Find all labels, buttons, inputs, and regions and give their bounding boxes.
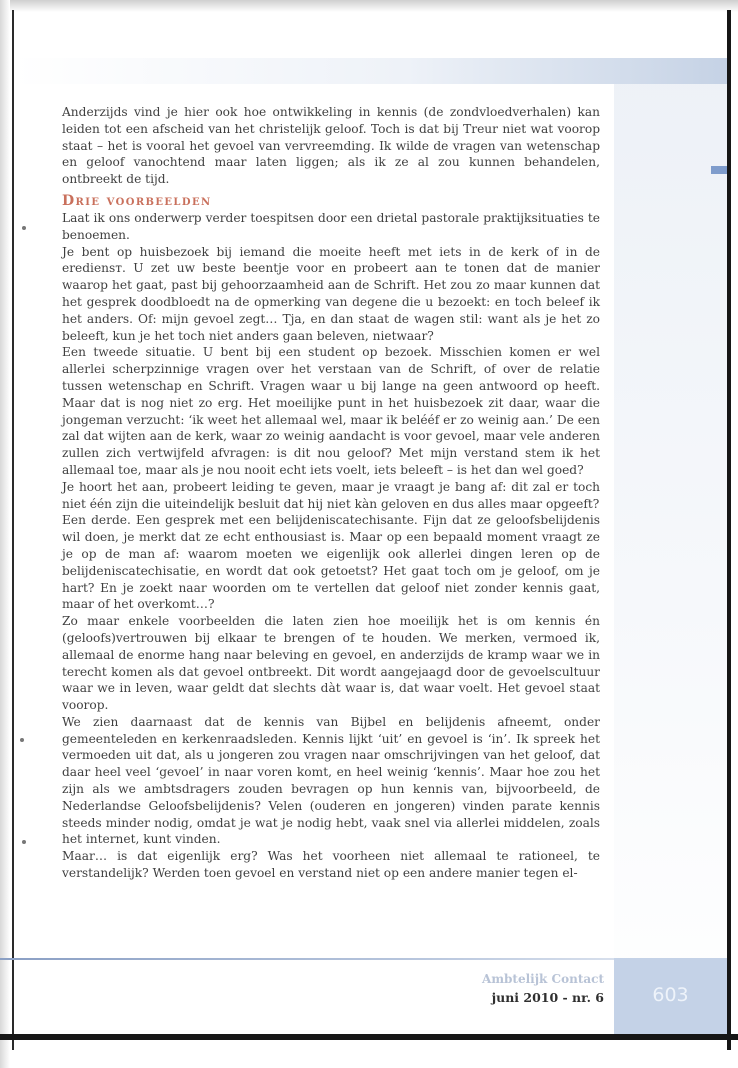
sidebar-panel <box>614 60 727 1035</box>
margin-dot <box>22 226 26 230</box>
scan-edge-left <box>0 0 10 1068</box>
journal-title: Ambtelijk Contact <box>482 972 604 986</box>
paragraph: Een derde. Een gesprek met een belijdeniscatechisante. Fijn dat ze geloofsbelijdenis wil doen, je merkt dat ze echt enthousiast is. Maar op een bepaald moment vraagt ze je op de man af: waarom moeten we eigenlijk ook allerlei dingen leren op de belijdeniscatechisatie, en wordt dat ook getoetst? Het gaat toch om je geloof, om je hart? En je zoekt naar woorden om te vertellen dat geloof niet zonder kennis gaat, maar of het overkomt…? <box>62 513 600 612</box>
top-color-band <box>14 58 727 84</box>
scan-edge-top <box>0 0 738 12</box>
footer-rule <box>0 958 614 960</box>
page-number: 603 <box>652 984 689 1006</box>
paragraph: Laat ik ons onderwerp verder toespitsen door een drietal pastorale praktijksituaties te benoemen. <box>62 210 600 242</box>
paragraph: Je hoort het aan, probeert leiding te geven, maar je vraagt je bang af: dit zal er toch niet één zijn die uiteindelijk besluit dat hij niet kàn geloven en dus alles maar opgeeft? <box>62 479 600 511</box>
paragraph-intro: Anderzijds vind je hier ook hoe ontwikkeling in kennis (de zondvloedverhalen) kan leiden tot een afscheid van het christelijk geloof. Toch is dat bij Treur niet wat voorop staat – het is vooral het gevoel van vervreemding. Ik wilde de vragen van wetenschap en geloof vanochtend maar laten liggen; als ik ze al zou kunnen behandelen, ontbreekt de tijd. <box>62 105 600 187</box>
margin-dot <box>20 738 24 742</box>
page-border-left <box>12 10 14 1050</box>
article-body <box>62 104 600 882</box>
margin-tab-marker <box>711 166 727 174</box>
issue-label: juni 2010 - nr. 6 <box>491 990 604 1005</box>
paragraph: Je bent op huisbezoek bij iemand die moeite heeft met iets in de kerk of in de erediensт. U zet uw beste beentje voor en probeert aan te tonen dat de manier waarop het gaat, past bij gehoorzaamheid aan de Schrift. Het zou zo maar kunnen dat het gesprek doodbloedt na de opmerking van degene die u bezoekt: en toch beleef ik het anders. Of: mijn gevoel zegt… Tja, en dan staat de wagen stil: want als je het zo beleeft, kun je het toch niet anders gaan beleven, nietwaar? <box>62 244 600 343</box>
paragraph: We zien daarnaast dat de kennis van Bijbel en belijdenis afneemt, onder gemeenteleden en kerkenraadsleden. Kennis lijkt ‘uit’ en gevoel is ‘in’. Ik spreek het vermoeden uit dat, als u jongeren zou vragen naar omschrijvingen van het geloof, dat daar heel veel ‘gevoel’ in naar voren komt, en heel weinig ‘kennis’. Maar hoe zou het zijn als we ambtsdragers zouden bevragen op hun kennis van, bijvoorbeeld, de Nederlandse Geloofsbelijdenis? Velen (ouderen en jongeren) vinden parate kennis steeds minder nodig, omdat je wat je nodig hebt, vaak snel via allerlei middelen, zoals het internet, kunt vinden. <box>62 714 600 847</box>
paragraph: Zo maar enkele voorbeelden die laten zien hoe moeilijk het is om kennis én (geloofs)vertrouwen bij elkaar te brengen of te houden. We merken, vermoed ik, allemaal de enorme hang naar beleving en gevoel, en anderzijds de kramp waar we in terecht komen als dat gevoel ontbreekt. Dit wordt aangejaagd door de gevoelscultuur waar we in leven, waar geldt dat slechts dàt waar is, dat waar voelt. Het gevoel staat voorop. <box>62 614 600 713</box>
page-border-right <box>727 10 731 1050</box>
paragraph: Maar… is dat eigenlijk erg? Was het voorheen niet allemaal te rationeel, te verstandelijk? Werden toen gevoel en verstand niet op een andere manier tegen el- <box>62 849 600 881</box>
section-heading: Drie voorbeelden <box>62 192 212 209</box>
page-border-bottom <box>0 1034 738 1040</box>
paragraph: Een tweede situatie. U bent bij een student op bezoek. Misschien komen er wel allerlei scherpzinnige vragen over het verstaan van de Schrift, of over de relatie tussen wetenschap en Schrift. Vragen waar u bij lange na geen antwoord op heeft. Maar dat is nog niet zo erg. Het moeilijke punt in het huisbezoek zit daar, waar die jongeman verzucht: ‘ik weet het allemaal wel, maar ik belééf er zo weinig aan.’ De een zal dat wijten aan de kerk, waar zo weinig aandacht is voor gevoel, maar vele anderen zullen zich vertwijfeld afvragen: is dit nou geloof? Met mijn verstand stem ik het allemaal toe, maar als je nou nooit echt iets voelt, iets beleeft – is het dan wel goed? <box>62 345 600 477</box>
margin-dot <box>22 840 26 844</box>
